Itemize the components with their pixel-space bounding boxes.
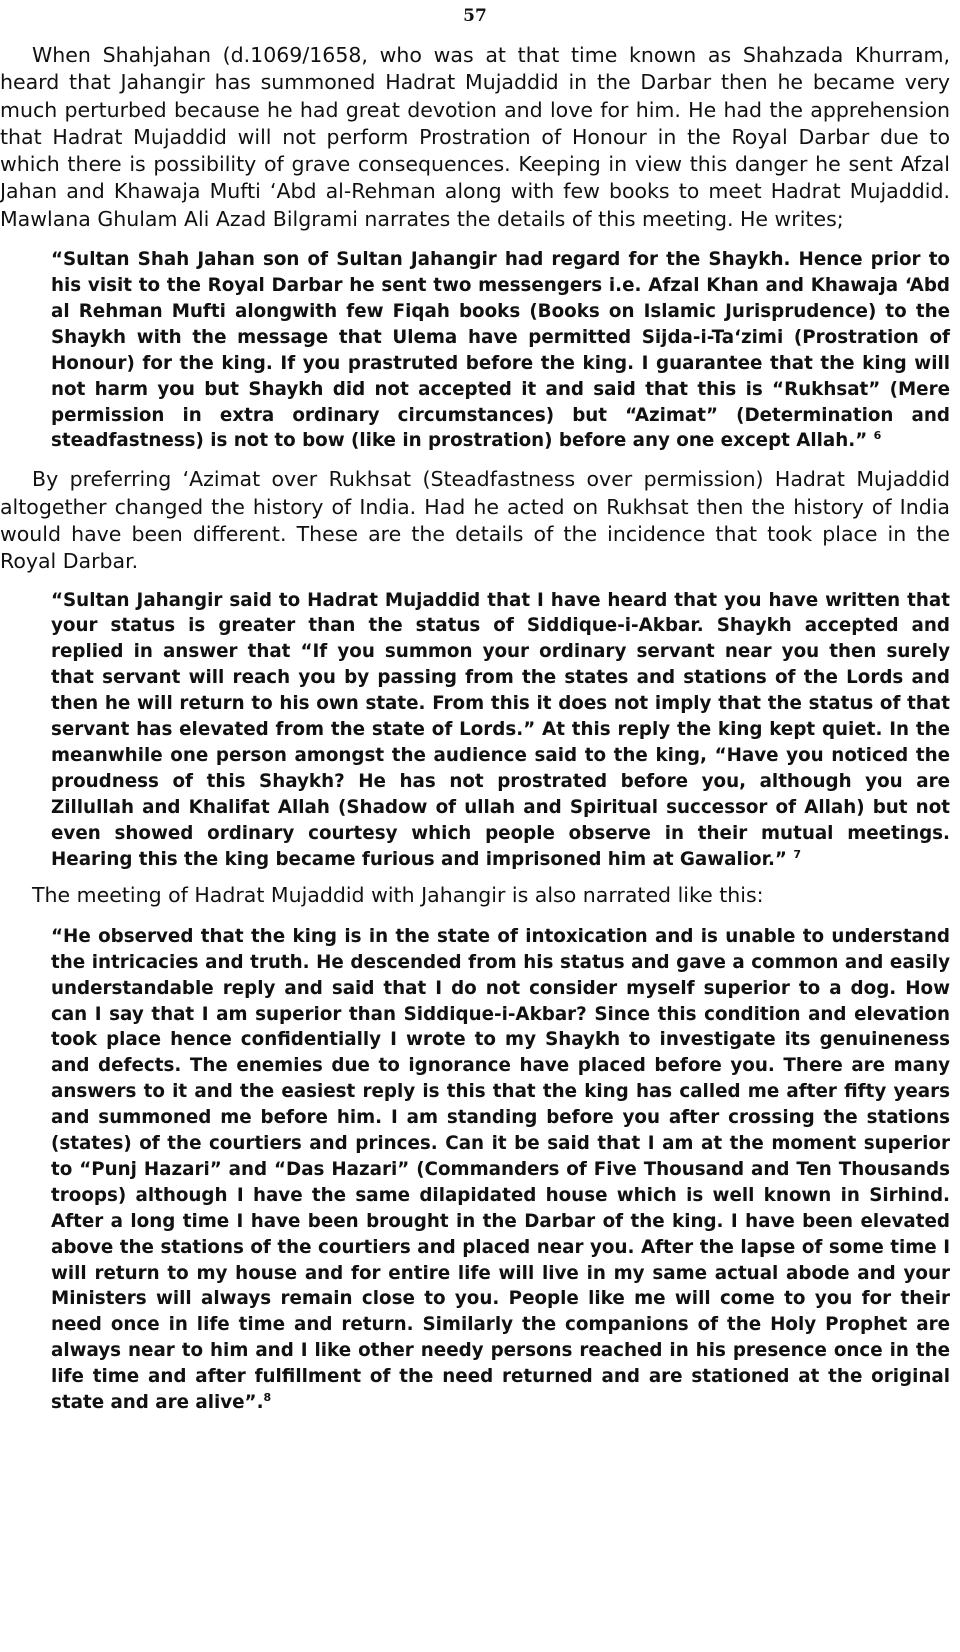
middle-paragraph-text: By preferring ‘Azimat over Rukhsat (Steadfastness over permission) Hadrat Mujaddid altogether changed the history of India. Had he acted on Rukhsat then the history of India would have been different. These are the details of the incidence that took place in the Royal Darbar.	[0, 467, 950, 574]
block-quote-1	[0, 247, 950, 454]
later-paragraph	[0, 882, 950, 909]
footnote-ref-7[interactable]: 7	[793, 847, 801, 861]
footnote-ref-8[interactable]: 8	[263, 1391, 272, 1404]
block-quote-2-text: “Sultan Jahangir said to Hadrat Mujaddid that I have heard that you have written that your status is greater than the status of Siddique-i-Akbar. Shaykh accepted and replied in answer that “If you summon your ordinary servant near you then surely that servant will reach you by passing from the states and stations of the Lords and then he will return to his own state. From this it does not imply that the status of that servant has elevated from the state of Lords.” At this reply the king kept quiet. In the meanwhile one person amongst the audience said to the king, “Have you noticed the proudness of this Shaykh? He has not prostrated before you, although you are Zillullah and Khalifat Allah (Shadow of ullah and Spiritual successor of Allah) but not even showed ordinary courtesy which people observe in their mutual meetings. Hearing this the king became furious and imprisoned him at Gawalior.”	[51, 589, 950, 870]
page-number: 57	[463, 6, 487, 26]
block-quote-3	[0, 924, 950, 1416]
block-quote-1-text: “Sultan Shah Jahan son of Sultan Jahangir had regard for the Shaykh. Hence prior to his visit to the Royal Darbar he sent two messengers i.e. Afzal Khan and Khawaja ‘Abd al Rehman Mufti alongwith few Fiqah books (Books on Islamic Jurisprudence) to the Shaykh with the message that Ulema have permitted Sijda-i-Ta‘zimi (Prostration of Honour) for the king. If you prastruted before the king. I guarantee that the king will not harm you but Shaykh did not accepted it and said that this is “Rukhsat” (Mere permission in extra ordinary circumstances) but “Azimat” (Determination and steadfastness) is not to bow (like in prostration) before any one except Allah.”	[51, 249, 950, 452]
middle-paragraph	[0, 466, 950, 575]
later-paragraph-text: The meeting of Hadrat Mujaddid with Jahangir is also narrated like this:	[32, 883, 764, 908]
footnote-ref-6[interactable]: 6	[873, 429, 882, 443]
block-quote-3-text: “He observed that the king is in the state of intoxication and is unable to understand the intricacies and truth. He descended from his status and gave a common and easily understandable reply and said that I do not consider myself superior to a dog. How can I say that I am superior than Siddique-i-Akbar? Since this condition and elevation took place hence confidentially I wrote to my Shaykh to investigate its genuineness and defects. The enemies due to ignorance have placed before you. There are many answers to it and the easiest reply is this that the king has called me after fifty years and summoned me before him. I am standing before you after crossing the stations (states) of the courtiers and princes. Can it be said that I am at the moment superior to “Punj Hazari” and “Das Hazari” (Commanders of Five Thousand and Ten Thousands troops) although I have the same dilapidated house which is well known in Sirhind. After a long time I have been brought in the Darbar of the king. I have been elevated above the stations of the courtiers and placed near you. After the lapse of some time I will return to my house and for entire life will live in my same actual abode and your Ministers will always remain close to you. People like me will come to you for their need once in life time and return. Similarly the companions of the Holy Prophet are always near to him and I like other needy persons reached in his presence once in the life time and after fulfillment of the need returned and are stationed at the original state and are alive”.	[51, 925, 950, 1414]
intro-paragraph-text: When Shahjahan (d.1069/1658, who was at that time known as Shahzada Khurram, heard that Jahangir has summoned Hadrat Mujaddid in the Darbar then he became very much perturbed because he had great devotion and love for him. He had the apprehension that Hadrat Mujaddid will not perform Prostration of Honour in the Royal Darbar due to which there is possibility of grave consequences. Keeping in view this danger he sent Afzal Jahan and Khawaja Mufti ‘Abd al-Rehman along with few books to meet Hadrat Mujaddid. Mawlana Ghulam Ali Azad Bilgrami narrates the details of this meeting. He writes;	[0, 43, 950, 231]
block-quote-2	[0, 588, 950, 873]
intro-paragraph	[0, 42, 950, 233]
